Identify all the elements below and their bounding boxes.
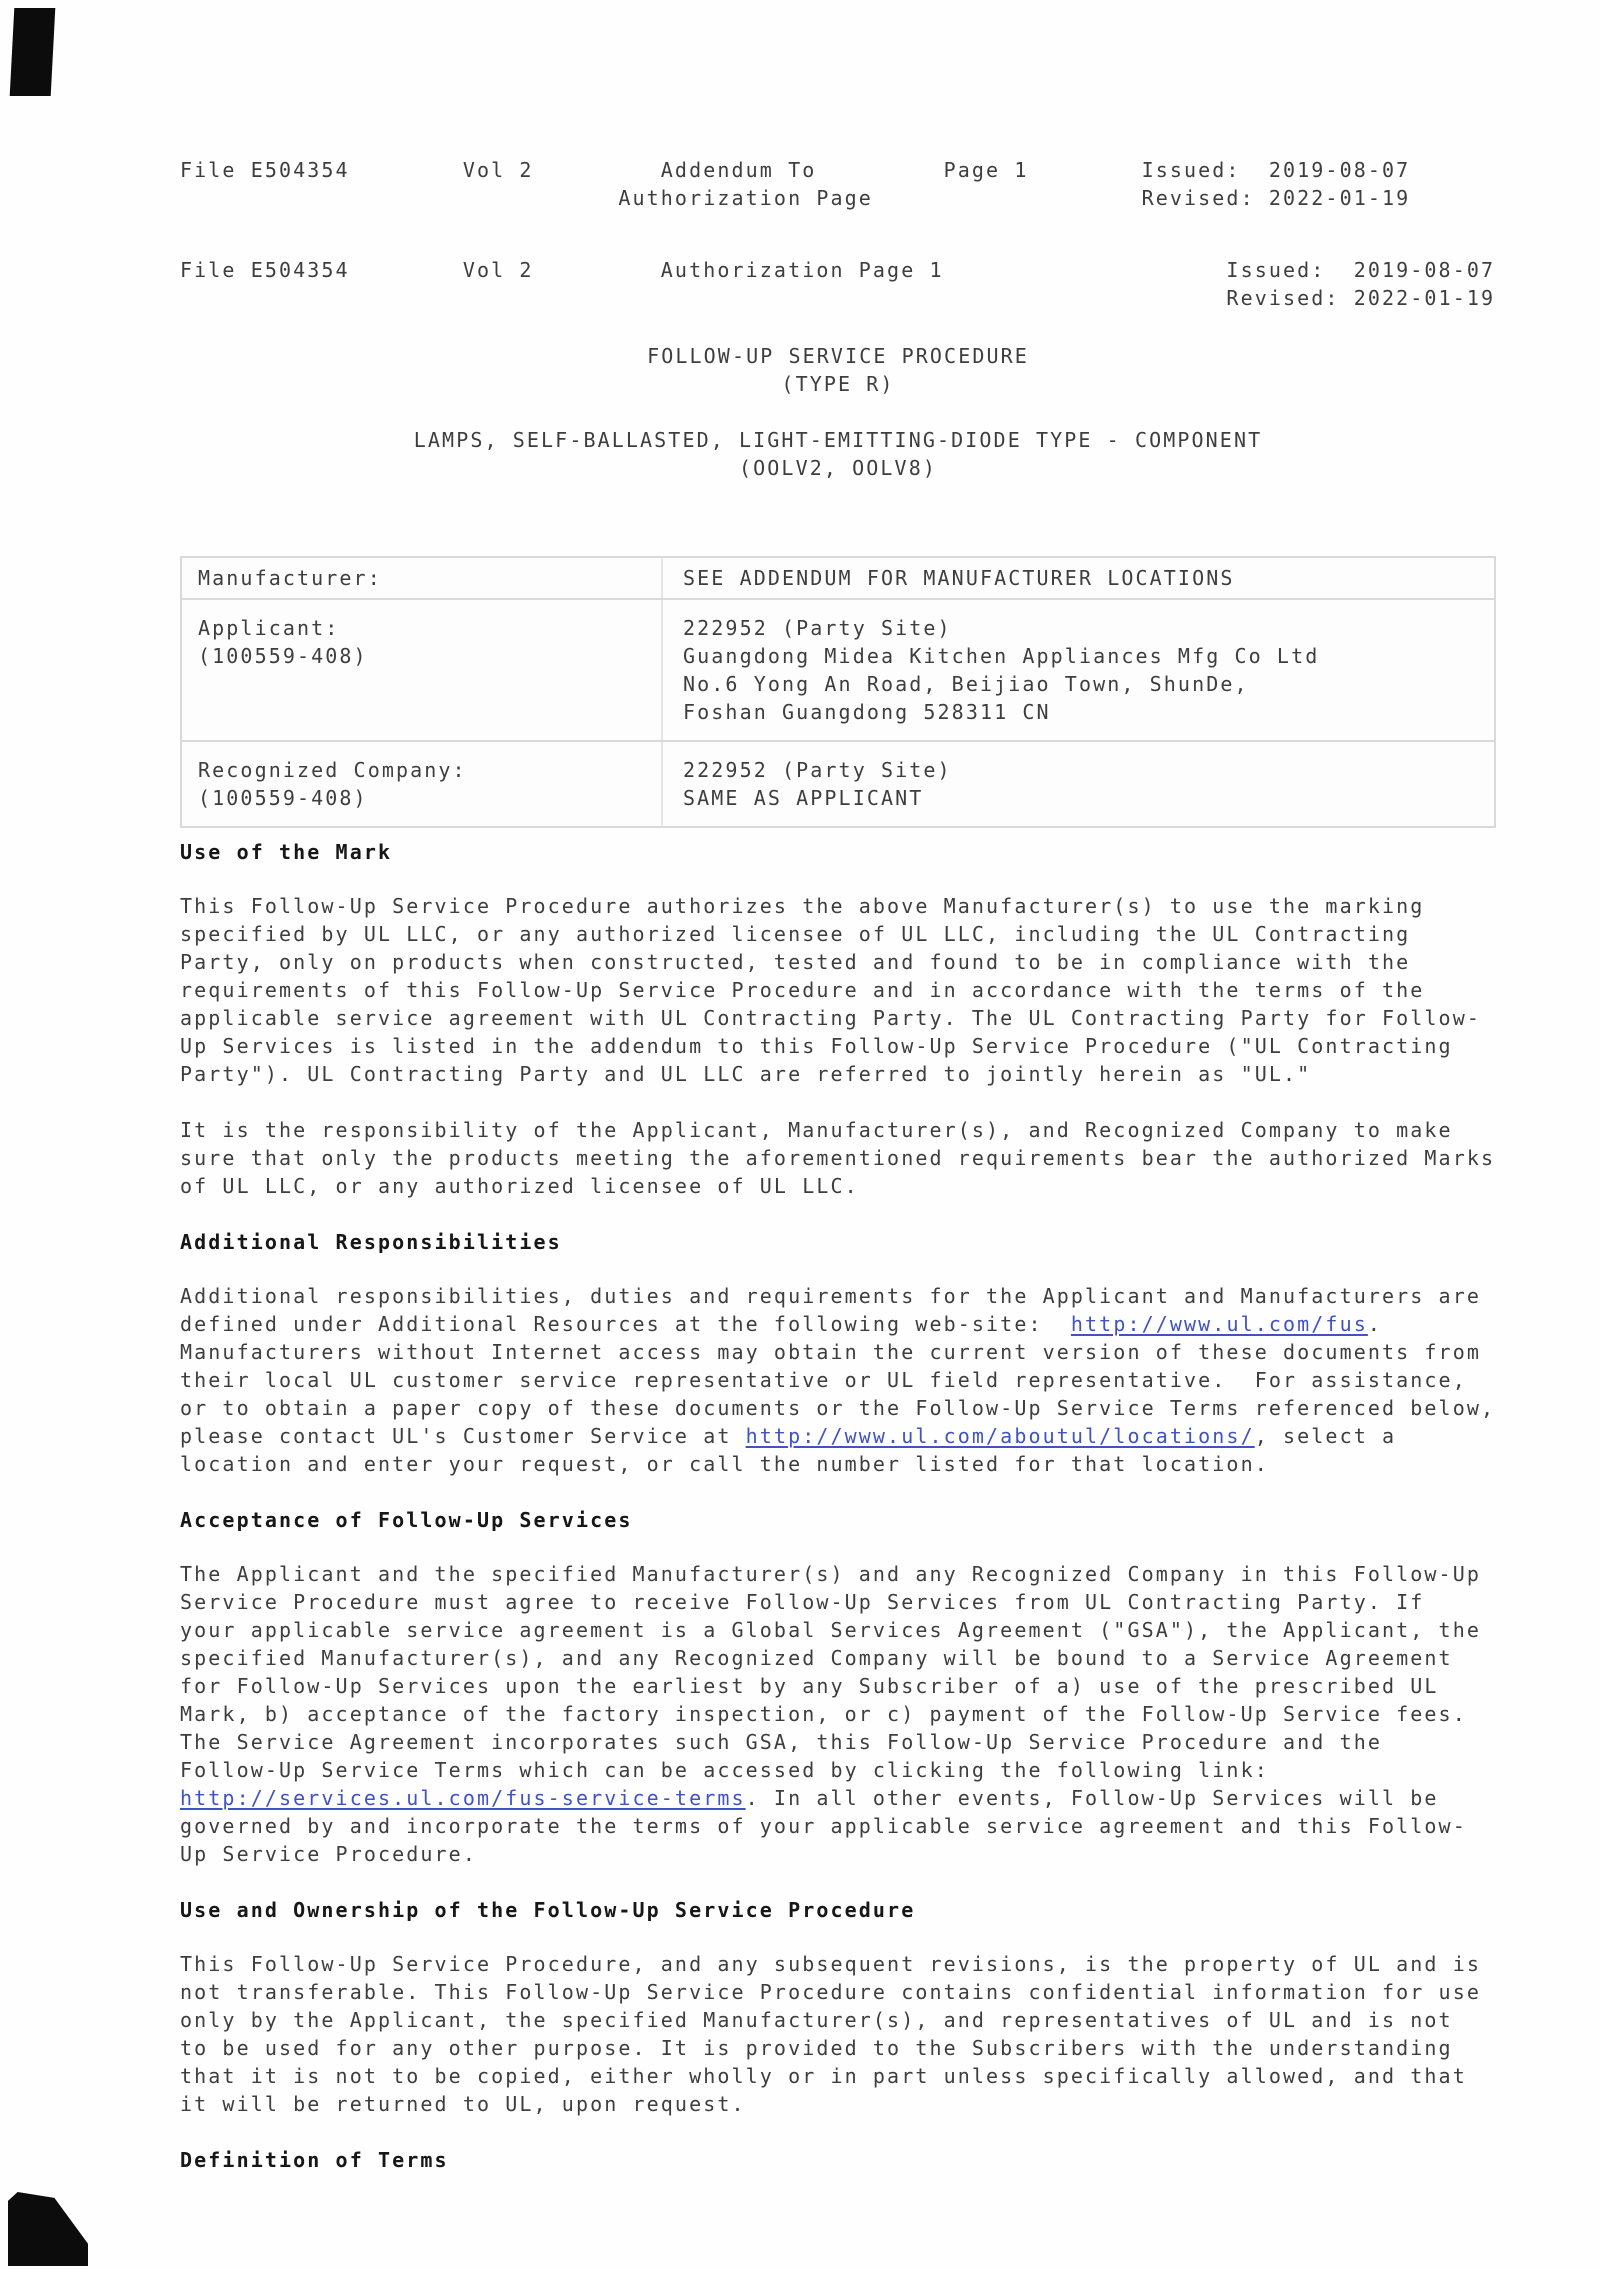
product-title-line-1: LAMPS, SELF-BALLASTED, LIGHT-EMITTING-DIODE TYPE - COMPONENT (413, 428, 1263, 452)
paragraph-line: Party"). UL Contracting Party and UL LLC are referred to jointly herein as "UL." (180, 1062, 1312, 1086)
heading-definition-of-terms: Definition of Terms (180, 2148, 449, 2172)
paragraph-line: Manufacturers without Internet access may obtain the current version of these documents from (180, 1340, 1481, 1364)
paragraph-line: Mark, b) acceptance of the factory inspection, or c) payment of the Follow-Up Service fees. (180, 1702, 1467, 1726)
paragraph-line: Service Procedure must agree to receive Follow-Up Services from UL Contracting Party. If (180, 1590, 1425, 1614)
procedure-title-line-2: (TYPE R) (781, 372, 895, 396)
paragraph-line: sure that only the products meeting the aforementioned requirements bear the authorized Marks (180, 1146, 1496, 1170)
info-table (180, 556, 1496, 828)
manufacturer-value-cell (663, 558, 1494, 598)
paragraph-line: The Service Agreement incorporates such GSA, this Follow-Up Service Procedure and the (180, 1730, 1382, 1754)
recognized-company-party-number: (100559-408) (198, 786, 368, 810)
paragraph-line: of UL LLC, or any authorized licensee of UL LLC. (180, 1174, 859, 1198)
applicant-address-line-1: No.6 Yong An Road, Beijiao Town, ShunDe, (683, 672, 1249, 696)
paragraph-line: your applicable service agreement is a Global Services Agreement ("GSA"), the Applicant, the (180, 1618, 1481, 1642)
authorization-header-line-2: Revised: 2022-01-19 (180, 286, 1496, 310)
paragraph-line (180, 1422, 1496, 1450)
authorization-header-line-1: File E504354 Vol 2 Authorization Page 1 Issued: 2019-08-07 (180, 258, 1496, 282)
additional-responsibilities-paragraph (180, 1282, 1496, 1478)
addendum-header-line-1: File E504354 Vol 2 Addendum To Page 1 Issued: 2019-08-07 (180, 158, 1411, 182)
recognized-company-value-cell (663, 742, 1494, 826)
addendum-header-line-2: Authorization Page Revised: 2022-01-19 (180, 186, 1411, 210)
page-content (180, 156, 1496, 2200)
applicant-label: Applicant: (198, 616, 340, 640)
addendum-page-header (180, 156, 1496, 212)
link-prefix-text: please contact UL's Customer Service at (180, 1424, 746, 1448)
paragraph-line: to be used for any other purpose. It is provided to the Subscribers with the understanding (180, 2036, 1453, 2060)
authorization-page-header (180, 256, 1496, 312)
procedure-title (180, 342, 1496, 398)
paragraph-line: that it is not to be copied, either wholly or in part unless specifically allowed, and that (180, 2064, 1467, 2088)
paragraph-line: or to obtain a paper copy of these documents or the Follow-Up Service Terms referenced below, (180, 1396, 1496, 1420)
applicant-value-cell (663, 600, 1494, 740)
paragraph-line (180, 1784, 1496, 1812)
manufacturer-label-cell (182, 558, 663, 598)
heading-use-and-ownership: Use and Ownership of the Follow-Up Service Procedure (180, 1898, 916, 1922)
paragraph-line: This Follow-Up Service Procedure, and any subsequent revisions, is the property of UL and is (180, 1952, 1481, 1976)
paragraph-line: for Follow-Up Services upon the earliest by any Subscriber of a) use of the prescribed UL (180, 1674, 1439, 1698)
use-of-mark-paragraph-2 (180, 1116, 1496, 1200)
use-of-mark-paragraph-1 (180, 892, 1496, 1088)
applicant-company-name: Guangdong Midea Kitchen Appliances Mfg Co Ltd (683, 644, 1320, 668)
applicant-label-cell (182, 600, 663, 740)
paragraph-line: not transferable. This Follow-Up Service Procedure contains confidential information for use (180, 1980, 1481, 2004)
recognized-company-label: Recognized Company: (198, 758, 467, 782)
paragraph-line: Party, only on products when constructed, tested and found to be in compliance with the (180, 950, 1411, 974)
paragraph-line: it will be returned to UL, upon request. (180, 2092, 746, 2116)
recognized-company-label-cell (182, 742, 663, 826)
link-suffix-text: , select a (1254, 1424, 1397, 1448)
applicant-address-line-2: Foshan Guangdong 528311 CN (683, 700, 1051, 724)
applicant-party-number: (100559-408) (198, 644, 368, 668)
paragraph-line: location and enter your request, or call the number listed for that location. (180, 1452, 1269, 1476)
product-title (180, 426, 1496, 482)
paragraph-line: specified Manufacturer(s), and any Recognized Company will be bound to a Service Agreement (180, 1646, 1453, 1670)
paragraph-line: The Applicant and the specified Manufacturer(s) and any Recognized Company in this Follow-Up (180, 1562, 1481, 1586)
product-title-line-2: (OOLV2, OOLV8) (739, 456, 937, 480)
paragraph-line: requirements of this Follow-Up Service Procedure and in accordance with the terms of the (180, 978, 1425, 1002)
ownership-paragraph (180, 1950, 1496, 2118)
paragraph-line: Up Services is listed in the addendum to this Follow-Up Service Procedure ("UL Contracting (180, 1034, 1453, 1058)
paragraph-line: specified by UL LLC, or any authorized licensee of UL LLC, including the UL Contracting (180, 922, 1411, 946)
link-prefix-text: defined under Additional Resources at the following web-site: (180, 1312, 1071, 1336)
procedure-title-line-1: FOLLOW-UP SERVICE PROCEDURE (647, 344, 1029, 368)
manufacturer-value: SEE ADDENDUM FOR MANUFACTURER LOCATIONS (683, 566, 1235, 590)
manufacturer-label: Manufacturer: (198, 566, 382, 590)
ul-locations-link[interactable]: http://www.ul.com/aboutul/locations/ (745, 1424, 1255, 1448)
paragraph-line: only by the Applicant, the specified Manufacturer(s), and representatives of UL and is not (180, 2008, 1453, 2032)
paragraph-line: their local UL customer service representative or UL field representative. For assistance, (180, 1368, 1467, 1392)
paragraph-line: Additional responsibilities, duties and requirements for the Applicant and Manufacturers are (180, 1284, 1481, 1308)
link-suffix-text: . (1367, 1312, 1383, 1336)
heading-use-of-the-mark: Use of the Mark (180, 840, 393, 864)
recognized-company-party-site: 222952 (Party Site) (683, 758, 952, 782)
heading-additional-responsibilities: Additional Responsibilities (180, 1230, 562, 1254)
paragraph-line (180, 1310, 1496, 1338)
heading-acceptance-of-follow-up-services: Acceptance of Follow-Up Services (180, 1508, 633, 1532)
table-row-recognized-company (182, 740, 1494, 826)
acceptance-paragraph (180, 1560, 1496, 1868)
paragraph-line: governed by and incorporate the terms of your applicable service agreement and this Follow- (180, 1814, 1467, 1838)
table-row-manufacturer (182, 558, 1494, 598)
scan-artifact-top-left (10, 8, 56, 96)
paragraph-line: Up Service Procedure. (180, 1842, 477, 1866)
paragraph-line: applicable service agreement with UL Contracting Party. The UL Contracting Party for Follow- (180, 1006, 1481, 1030)
ul-fus-link[interactable]: http://www.ul.com/fus (1070, 1312, 1368, 1336)
paragraph-line: This Follow-Up Service Procedure authorizes the above Manufacturer(s) to use the marking (180, 894, 1425, 918)
table-row-applicant (182, 598, 1494, 740)
paragraph-line: It is the responsibility of the Applicant, Manufacturer(s), and Recognized Company to make (180, 1118, 1453, 1142)
recognized-company-value: SAME AS APPLICANT (683, 786, 924, 810)
link-suffix-text: . In all other events, Follow-Up Services will be (745, 1786, 1439, 1810)
paragraph-line: Follow-Up Service Terms which can be accessed by clicking the following link: (180, 1758, 1269, 1782)
fus-service-terms-link[interactable]: http://services.ul.com/fus-service-terms (180, 1786, 746, 1810)
scan-artifact-bottom-left (8, 2192, 88, 2266)
applicant-party-site: 222952 (Party Site) (683, 616, 952, 640)
